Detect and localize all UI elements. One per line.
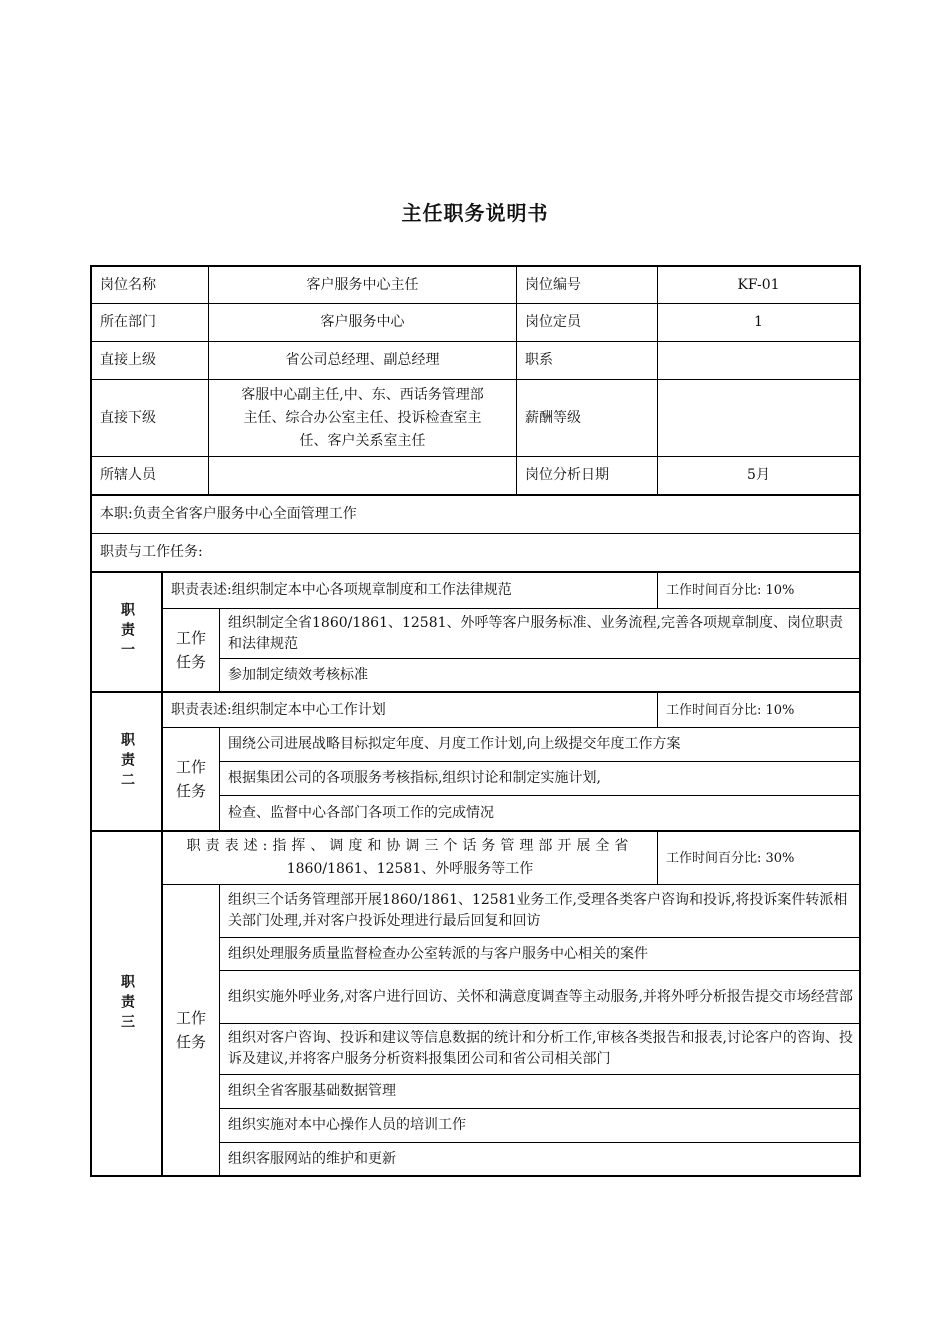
department-label: 所在部门 bbox=[100, 314, 156, 330]
job-family-label: 职系 bbox=[525, 352, 553, 368]
task-label-line: 任务 bbox=[175, 1033, 206, 1051]
job-description-table bbox=[90, 265, 861, 1177]
duty-label bbox=[92, 693, 161, 830]
task-item: 组织实施外呼业务,对客户进行回访、关怀和满意度调查等主动服务,并将外呼分析报告提交市场经营部 bbox=[228, 988, 853, 1005]
position-code-label: 岗位编号 bbox=[525, 276, 581, 293]
duty-time-share: 工作时间百分比: 10% bbox=[666, 583, 795, 598]
task-item: 检查、监督中心各部门各项工作的完成情况 bbox=[228, 804, 494, 821]
task-item: 组织处理服务质量监督检查办公室转派的与客户服务中心相关的案件 bbox=[228, 945, 648, 962]
task-label-line: 工作 bbox=[175, 629, 206, 647]
duty-statement-line: 职责表述:指挥、调度和协调三个话务管理部开展全省 bbox=[186, 838, 634, 854]
duty-statement: 职责表述:组织制定本中心各项规章制度和工作法律规范 bbox=[171, 582, 512, 598]
task-item: 组织制定全省1860/1861、12581、外呼等客户服务标准、业务流程,完善各项规章制度、岗位职责和法律规范 bbox=[228, 614, 843, 652]
subordinates-label: 直接下级 bbox=[100, 409, 156, 426]
duty-statement-line: 1860/1861、12581、外呼服务等工作 bbox=[286, 861, 534, 877]
document-title: 主任职务说明书 bbox=[401, 201, 549, 225]
task-item: 组织实施对本中心操作人员的培训工作 bbox=[228, 1117, 466, 1133]
duty-label-text: 职责二 bbox=[119, 731, 135, 792]
task-label-line: 任务 bbox=[175, 782, 206, 800]
superior-label: 直接上级 bbox=[100, 352, 156, 368]
task-label-line: 工作 bbox=[175, 1009, 206, 1027]
position-name-value: 客户服务中心主任 bbox=[306, 276, 419, 293]
staff-label: 所辖人员 bbox=[100, 467, 156, 483]
duty-statement bbox=[163, 832, 657, 884]
duty-time-share: 工作时间百分比: 30% bbox=[666, 850, 795, 866]
task-label bbox=[163, 609, 219, 691]
headcount-label: 岗位定员 bbox=[525, 314, 581, 330]
subordinates-line: 任、客户关系室主任 bbox=[299, 432, 426, 449]
duty-label-text: 职责三 bbox=[119, 973, 135, 1034]
headcount-value: 1 bbox=[754, 314, 763, 330]
duties-heading: 职责与工作任务: bbox=[100, 544, 203, 560]
staff-value bbox=[209, 457, 516, 494]
task-label bbox=[163, 728, 219, 830]
task-label-line: 任务 bbox=[175, 653, 206, 671]
duty-statement: 职责表述:组织制定本中心工作计划 bbox=[171, 701, 386, 718]
position-name-label: 岗位名称 bbox=[100, 276, 156, 293]
task-item: 参加制定绩效考核标准 bbox=[228, 666, 368, 683]
subordinates-line: 主任、综合办公室主任、投诉检查室主 bbox=[243, 409, 482, 426]
task-item: 根据集团公司的各项服务考核指标,组织讨论和制定实施计划, bbox=[228, 770, 601, 786]
task-item: 围绕公司进展战略目标拟定年度、月度工作计划,向上级提交年度工作方案 bbox=[228, 736, 681, 752]
subordinates-line: 客服中心副主任,中、东、西话务管理部 bbox=[241, 386, 484, 403]
job-summary: 本职:负责全省客户服务中心全面管理工作 bbox=[100, 506, 357, 522]
duty-label-text: 职责一 bbox=[119, 602, 135, 662]
salary-value bbox=[658, 380, 859, 456]
duty-time-share: 工作时间百分比: 10% bbox=[666, 702, 795, 718]
task-label bbox=[163, 885, 219, 1175]
superior-value: 省公司总经理、副总经理 bbox=[285, 352, 440, 368]
analysis-date-label: 岗位分析日期 bbox=[525, 467, 609, 483]
task-item: 组织客服网站的维护和更新 bbox=[228, 1150, 396, 1167]
salary-label: 薪酬等级 bbox=[525, 409, 581, 426]
duty-label bbox=[92, 832, 161, 1175]
duty-label bbox=[92, 573, 161, 691]
subordinates-value bbox=[209, 380, 516, 456]
task-item: 组织对客户咨询、投诉和建议等信息数据的统计和分析工作,审核各类报告和报表,讨论客户的咨询、投诉及建议,并将客户服务分析资料报集团公司和省公司相关部门 bbox=[228, 1030, 853, 1067]
task-item: 组织三个话务管理部开展1860/1861、12581业务工作,受理各类客户咨询和投诉,将投诉案件转派相关部门处理,并对客户投诉处理进行最后回复和回访 bbox=[228, 892, 848, 929]
task-label-line: 工作 bbox=[175, 758, 206, 776]
department-value: 客户服务中心 bbox=[320, 314, 405, 330]
task-item: 组织全省客服基础数据管理 bbox=[228, 1083, 396, 1099]
analysis-date-value: 5月 bbox=[747, 467, 770, 483]
position-code-value: KF-01 bbox=[737, 276, 780, 293]
job-family-value bbox=[658, 342, 859, 379]
